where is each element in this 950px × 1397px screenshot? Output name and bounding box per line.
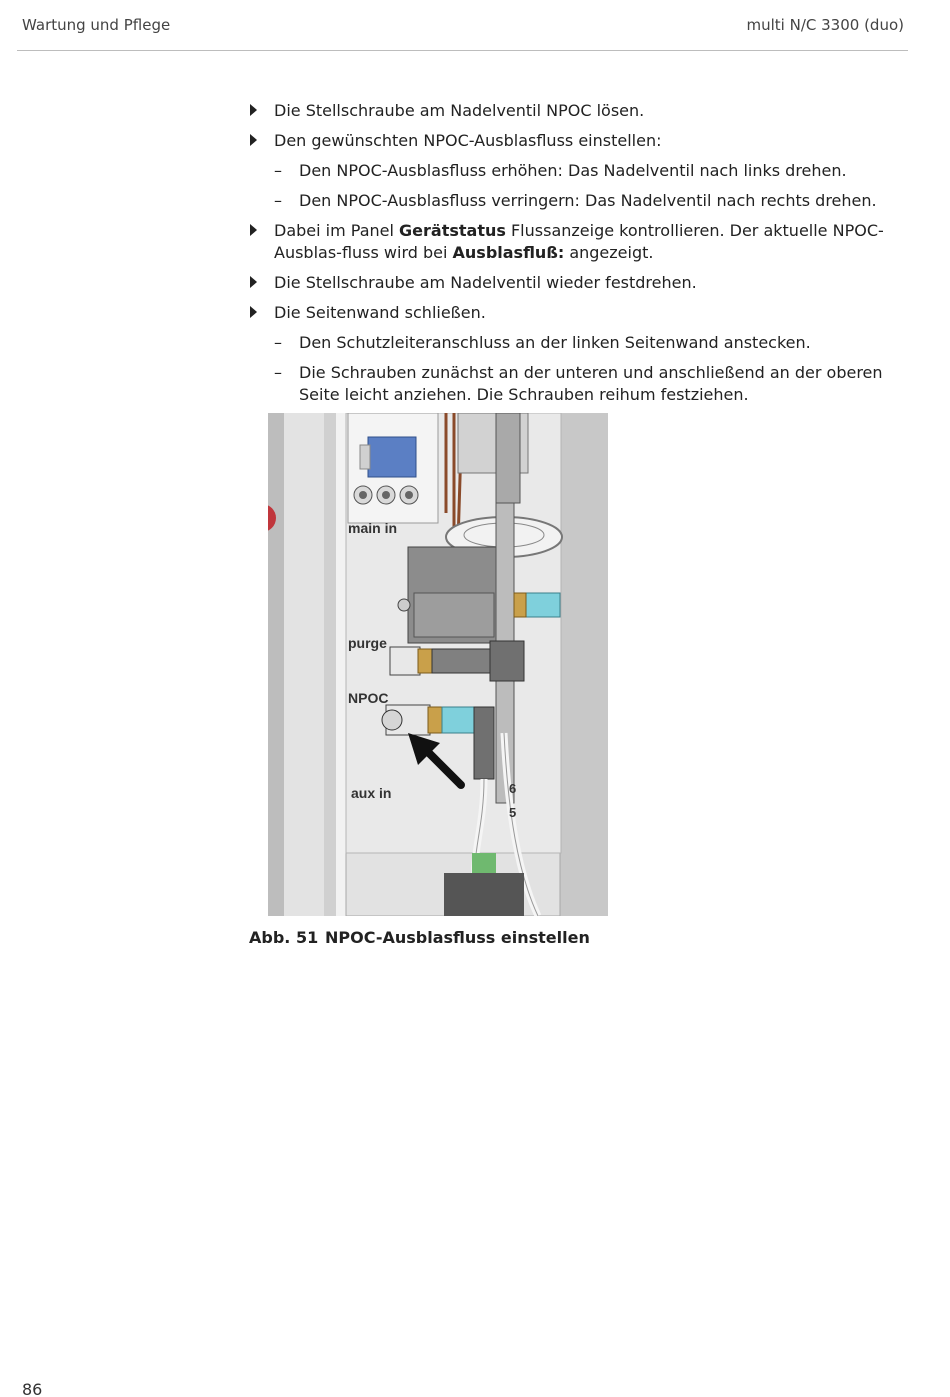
bottom-block xyxy=(444,873,524,916)
blue-part xyxy=(368,437,416,477)
dash-marker: – xyxy=(274,333,282,352)
step-text: Die Seitenwand schließen. xyxy=(274,303,486,322)
page-number: 86 xyxy=(22,1380,43,1397)
sub-step-item xyxy=(248,362,898,406)
sub-step-text: Den NPOC-Ausblasfluss erhöhen: Das Nadelventil nach links drehen. xyxy=(299,161,847,180)
step-text-mid: Flussanzeige kontrollieren. Der aktuelle NPOC-Ausblas-fluss wird bei xyxy=(274,221,884,262)
running-header-section: Wartung und Pflege xyxy=(22,16,171,34)
bullet-triangle-icon xyxy=(250,224,257,236)
step-item xyxy=(248,130,898,152)
sub-step-text: Die Schrauben zunächst an der unteren und anschließend an der oberen Seite leicht anziehen. Die Schrauben reihum festziehen. xyxy=(299,363,883,404)
dash-marker: – xyxy=(274,161,282,180)
step-item xyxy=(248,302,898,324)
step-text: Den gewünschten NPOC-Ausblasfluss einstellen: xyxy=(274,131,662,150)
label-digit-5: 5 xyxy=(509,805,517,820)
figure-title: NPOC-Ausblasfluss einstellen xyxy=(325,928,590,947)
step-item xyxy=(248,220,898,264)
figure-number: Abb. 51 xyxy=(249,928,319,947)
sub-step-item xyxy=(248,332,898,354)
bullet-triangle-icon xyxy=(250,276,257,288)
figure-caption xyxy=(249,928,590,947)
sub-step-item xyxy=(248,160,898,182)
side-wall xyxy=(284,413,324,916)
dash-marker: – xyxy=(274,363,282,382)
sub-step-text: Den NPOC-Ausblasfluss verringern: Das Nadelventil nach rechts drehen. xyxy=(299,191,877,210)
sub-step-text: Den Schutzleiteranschluss an der linken Seitenwand anstecken. xyxy=(299,333,811,352)
bullet-triangle-icon xyxy=(250,104,257,116)
bullet-triangle-icon xyxy=(250,134,257,146)
outer-frame xyxy=(268,413,284,916)
label-purge: purge xyxy=(348,635,387,651)
step-item xyxy=(248,272,898,294)
label-npoc: NPOC xyxy=(348,690,389,706)
step-text-pre: Dabei im Panel xyxy=(274,221,400,240)
label-aux-in: aux in xyxy=(351,785,392,801)
panel-name: Gerätstatus xyxy=(399,221,506,240)
header-divider xyxy=(17,50,908,51)
device-illustration xyxy=(268,413,608,916)
step-text: Die Stellschraube am Nadelventil NPOC lösen. xyxy=(274,101,645,120)
step-item xyxy=(248,100,898,122)
label-main-in: main in xyxy=(348,520,398,536)
step-text: Die Stellschraube am Nadelventil wieder festdrehen. xyxy=(274,273,697,292)
instruction-steps xyxy=(248,100,898,414)
sub-step-item xyxy=(248,190,898,212)
running-header-product: multi N/C 3300 (duo) xyxy=(746,16,904,34)
purge-fitting xyxy=(390,647,420,675)
bullet-triangle-icon xyxy=(250,306,257,318)
field-name: Ausblasfluß: xyxy=(452,243,565,262)
dash-marker: – xyxy=(274,191,282,210)
step-text-post: angezeigt. xyxy=(564,243,654,262)
label-digit-6: 6 xyxy=(509,781,517,796)
